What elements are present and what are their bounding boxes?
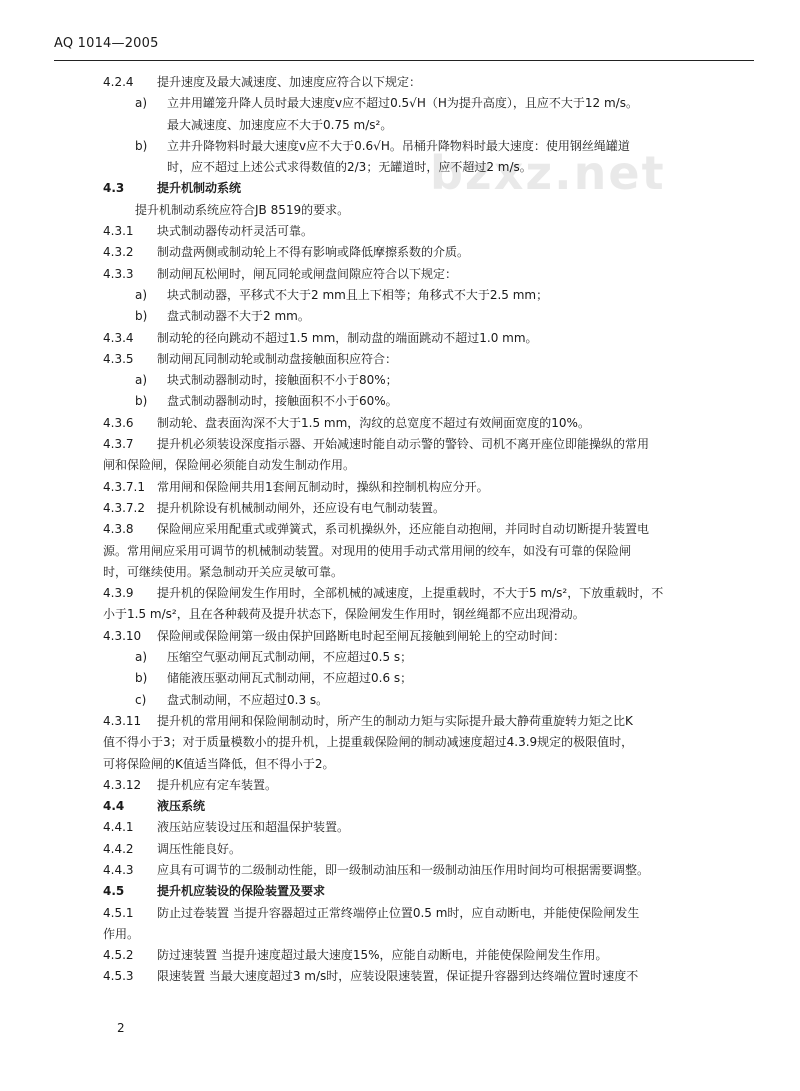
- clause-text: 可将保险闸的K值适当降低，但不得小于2。: [103, 756, 335, 771]
- list-item: [0, 285, 800, 306]
- watermark: bzxz.net: [430, 146, 666, 200]
- text-line: [0, 413, 800, 434]
- clause-number: 4.3.7.1: [103, 479, 145, 494]
- clause-text: 储能液压驱动闸瓦式制动闸，不应超过0.6 s；: [167, 671, 413, 686]
- text-line: [0, 860, 800, 881]
- text-line: [0, 477, 800, 498]
- section-heading: [0, 178, 800, 199]
- clause-text: 提升机制动系统: [157, 181, 242, 196]
- clause-number: 4.3.12: [103, 777, 142, 792]
- clause-text: 限速装置 当最大速度超过3 m/s时，应装设限速装置，保证提升容器到达终端位置时速度不: [157, 969, 639, 984]
- clause-number: 4.2.4: [103, 75, 134, 89]
- clause-number: 4.3.9: [103, 586, 134, 601]
- clause-number: c): [135, 692, 147, 707]
- clause-text: 作用。: [103, 926, 140, 941]
- text-line: [0, 732, 800, 753]
- text-line: [0, 200, 800, 221]
- clause-number: a): [135, 96, 148, 111]
- clause-text: 常用闸和保险闸共用1套闸瓦制动时，操纵和控制机构应分开。: [157, 479, 489, 494]
- clause-number: 4.5.1: [103, 905, 134, 920]
- text-line: [0, 72, 800, 93]
- list-item: [0, 306, 800, 327]
- clause-number: 4.3.3: [103, 266, 134, 281]
- text-line: [0, 242, 800, 263]
- text-line: [0, 966, 800, 987]
- clause-text: 液压站应装设过压和超温保护装置。: [157, 820, 350, 835]
- clause-text: 块式制动器传动杆灵活可靠。: [157, 224, 314, 239]
- clause-text: 块式制动器制动时，接触面积不小于80%；: [167, 373, 398, 388]
- clause-number: 4.3: [103, 181, 125, 196]
- text-line: [0, 157, 800, 178]
- clause-number: 4.3.1: [103, 224, 134, 239]
- list-item: [0, 93, 800, 114]
- list-item: [0, 136, 800, 157]
- clause-number: 4.4.1: [103, 820, 134, 835]
- text-line: [0, 583, 800, 604]
- clause-number: 4.3.4: [103, 330, 134, 345]
- clause-text: 闸和保险闸，保险闸必须能自动发生制动作用。: [103, 458, 356, 473]
- text-line: [0, 924, 800, 945]
- clause-text: 制动轮的径向跳动不超过1.5 mm，制动盘的端面跳动不超过1.0 mm。: [157, 330, 538, 345]
- clause-number: 4.3.8: [103, 522, 134, 537]
- clause-text: 保险闸应采用配重式或弹簧式，系司机操纵外，还应能自动抱闸，并同时自动切断提升装置电: [157, 522, 650, 537]
- clause-text: 防过速装置 当提升速度超过最大速度15%，应能自动断电，并能使保险闸发生作用。: [157, 948, 608, 963]
- text-line: [0, 626, 800, 647]
- clause-number: 4.3.7: [103, 437, 134, 452]
- text-line: [0, 434, 800, 455]
- text-line: [0, 817, 800, 838]
- clause-text: 盘式制动器制动时，接触面积不小于60%。: [167, 394, 398, 409]
- clause-text: 立井用罐笼升降人员时最大速度v应不超过0.5√H（H为提升高度），且应不大于12 m/s。: [167, 96, 638, 111]
- clause-number: 4.3.2: [103, 245, 134, 260]
- clause-text: 压缩空气驱动闸瓦式制动闸，不应超过0.5 s；: [167, 650, 413, 665]
- clause-number: 4.4.3: [103, 862, 134, 877]
- text-line: [0, 519, 800, 540]
- header-rule: [54, 60, 754, 61]
- clause-text: 时，应不超过上述公式求得数值的2/3；无罐道时，应不超过2 m/s。: [167, 160, 532, 175]
- text-line: [0, 604, 800, 625]
- section-heading: [0, 881, 800, 902]
- clause-text: 值不得小于3；对于质量模数小的提升机，上提重载保险闸的制动减速度超过4.3.9规定的极限值时，: [103, 735, 634, 750]
- clause-number: a): [135, 287, 148, 302]
- text-line: [0, 455, 800, 476]
- clause-number: 4.5.3: [103, 969, 134, 984]
- list-item: [0, 690, 800, 711]
- standard-number: AQ 1014—2005: [54, 36, 159, 51]
- text-line: [0, 711, 800, 732]
- list-item: [0, 391, 800, 412]
- text-line: [0, 775, 800, 796]
- clause-number: a): [135, 373, 148, 388]
- text-line: [0, 903, 800, 924]
- clause-text: 提升机应有定车装置。: [157, 777, 278, 792]
- clause-text: 时，可继续使用。紧急制动开关应灵敏可靠。: [103, 564, 344, 579]
- text-line: [0, 115, 800, 136]
- text-line: [0, 562, 800, 583]
- clause-number: 4.4.2: [103, 841, 134, 856]
- clause-number: 4.3.5: [103, 351, 134, 366]
- clause-text: 液压系统: [157, 799, 206, 814]
- clause-number: 4.5: [103, 884, 125, 899]
- clause-number: 4.4: [103, 799, 125, 814]
- clause-text: 盘式制动闸，不应超过0.3 s。: [167, 692, 329, 707]
- clause-number: b): [135, 138, 148, 153]
- text-line: [0, 498, 800, 519]
- clause-text: 源。常用闸应采用可调节的机械制动装置。对现用的使用手动式常用闸的绞车，如没有可靠的保险闸: [103, 543, 632, 558]
- clause-number: 4.5.2: [103, 948, 134, 963]
- clause-text: 应具有可调节的二级制动性能，即一级制动油压和一级制动油压作用时间均可根据需要调整。: [157, 862, 650, 877]
- clause-text: 提升机应装设的保险装置及要求: [157, 884, 326, 899]
- clause-text: 小于1.5 m/s²，且在各种载荷及提升状态下，保险闸发生作用时，钢丝绳都不应出现滑动。: [103, 607, 585, 622]
- clause-text: 最大减速度、加速度应不大于0.75 m/s²。: [167, 117, 393, 132]
- clause-text: 提升速度及最大减速度、加速度应符合以下规定：: [157, 75, 422, 89]
- list-item: [0, 647, 800, 668]
- clause-text: 提升机制动系统应符合JB 8519的要求。: [135, 202, 350, 217]
- clause-text: 提升机的保险闸发生作用时，全部机械的减速度，上提重载时，不大于5 m/s²，下放重载时，不: [157, 586, 664, 601]
- clause-text: 调压性能良好。: [157, 841, 242, 856]
- text-line: [0, 328, 800, 349]
- clause-text: 制动盘两侧或制动轮上不得有影响或降低摩擦系数的介质。: [157, 245, 470, 260]
- clause-text: 制动闸瓦松闸时，闸瓦同轮或闸盘间隙应符合以下规定：: [157, 266, 458, 281]
- text-line: [0, 541, 800, 562]
- clause-text: 立井升降物料时最大速度v应不大于0.6√H。吊桶升降物料时最大速度：使用钢丝绳罐道: [167, 138, 630, 153]
- text-line: [0, 264, 800, 285]
- section-heading: [0, 796, 800, 817]
- list-item: [0, 668, 800, 689]
- clause-number: a): [135, 650, 148, 665]
- text-line: [0, 221, 800, 242]
- clause-number: b): [135, 671, 148, 686]
- clause-text: 保险闸或保险闸第一级由保护回路断电时起至闸瓦接触到闸轮上的空动时间：: [157, 628, 566, 643]
- clause-number: b): [135, 394, 148, 409]
- clause-text: 防止过卷装置 当提升容器超过正常终端停止位置0.5 m时，应自动断电，并能使保险闸发生: [157, 905, 640, 920]
- clause-text: 提升机必须装设深度指示器、开始减速时能自动示警的警铃、司机不离开座位即能操纵的常用: [157, 437, 650, 452]
- clause-text: 盘式制动器不大于2 mm。: [167, 309, 310, 324]
- clause-number: b): [135, 309, 148, 324]
- document-body: [0, 72, 800, 988]
- clause-text: 制动轮、盘表面沟深不大于1.5 mm，沟纹的总宽度不超过有效闸面宽度的10%。: [157, 415, 590, 430]
- clause-text: 提升机的常用闸和保险闸制动时，所产生的制动力矩与实际提升最大静荷重旋转力矩之比K: [157, 713, 633, 728]
- clause-number: 4.3.6: [103, 415, 134, 430]
- clause-number: 4.3.7.2: [103, 500, 145, 515]
- clause-number: 4.3.11: [103, 713, 142, 728]
- text-line: [0, 839, 800, 860]
- clause-text: 块式制动器，平移式不大于2 mm且上下相等；角移式不大于2.5 mm；: [167, 287, 549, 302]
- text-line: [0, 945, 800, 966]
- clause-text: 提升机除设有机械制动闸外，还应设有电气制动装置。: [157, 500, 446, 515]
- clause-number: 4.3.10: [103, 628, 142, 643]
- text-line: [0, 349, 800, 370]
- clause-text: 制动闸瓦同制动轮或制动盘接触面积应符合：: [157, 351, 398, 366]
- page-number: 2: [117, 1021, 125, 1035]
- list-item: [0, 370, 800, 391]
- text-line: [0, 754, 800, 775]
